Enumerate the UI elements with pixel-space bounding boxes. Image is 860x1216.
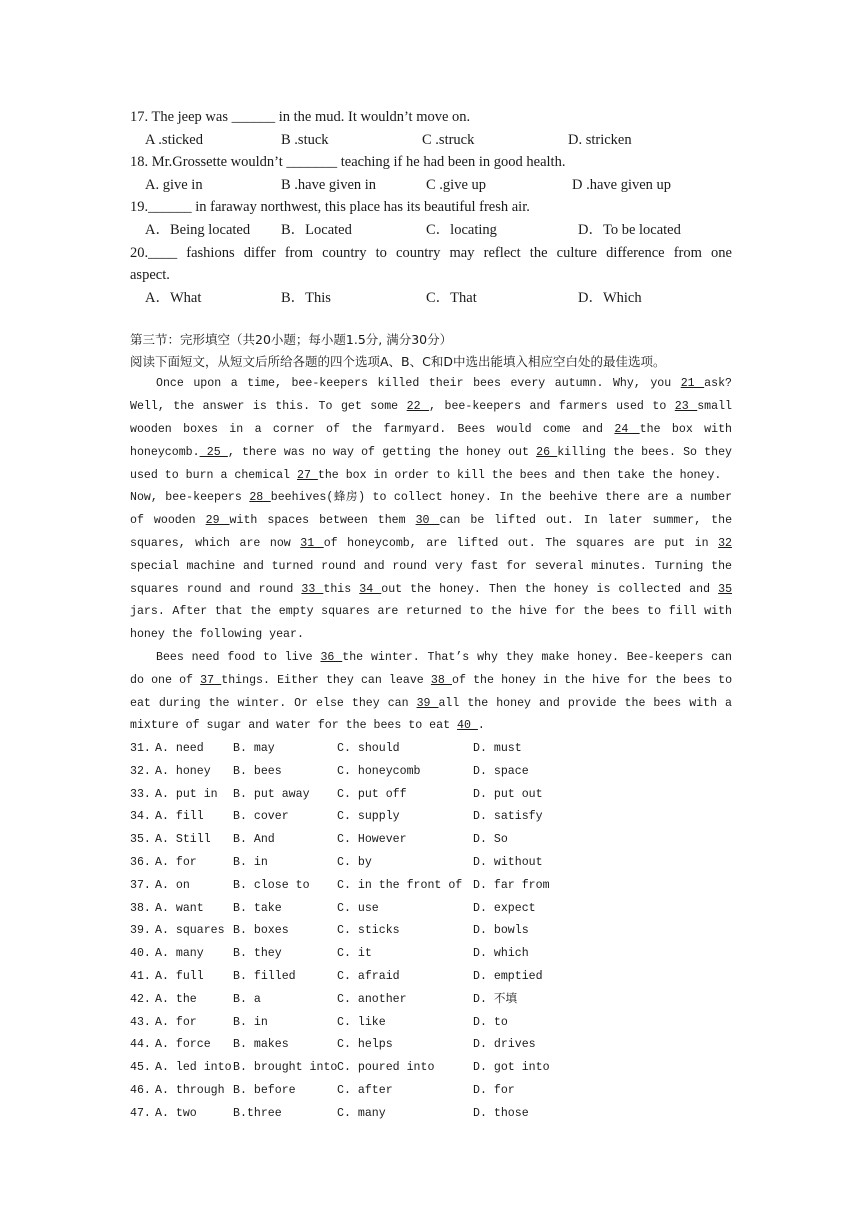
answer-option-d[interactable]: D. emptied xyxy=(473,970,543,984)
answer-row xyxy=(130,738,732,761)
answer-number: 43. xyxy=(130,1015,151,1029)
answer-option-b[interactable]: B. a xyxy=(233,992,261,1006)
option-d[interactable]: D．To be located xyxy=(578,221,681,238)
blank-39[interactable]: 39 xyxy=(416,696,439,710)
answer-option-b[interactable]: B. And xyxy=(233,833,275,847)
question-stem: 19.______ in faraway northwest, this place has its beautiful fresh air. xyxy=(130,199,530,216)
answer-option-c[interactable]: C. many xyxy=(337,1106,386,1120)
question-18-options xyxy=(130,174,732,197)
question-19 xyxy=(130,196,732,219)
answer-option-b[interactable]: B. in xyxy=(233,856,268,870)
question-17-options xyxy=(130,129,732,152)
option-c[interactable]: C .give up xyxy=(426,176,487,193)
answer-option-a[interactable]: A. honey xyxy=(155,764,211,778)
answer-option-b[interactable]: B. cover xyxy=(233,810,289,824)
answer-row xyxy=(130,806,732,829)
answer-row xyxy=(130,966,732,989)
answer-option-a[interactable]: A. through xyxy=(155,1084,225,1098)
answer-option-d[interactable]: D. far from xyxy=(473,878,550,892)
blank-23[interactable]: 23 xyxy=(674,400,698,414)
blank-26[interactable]: 26 xyxy=(536,445,558,459)
blank-40[interactable]: 40 xyxy=(457,719,478,733)
blank-29[interactable]: 29 xyxy=(205,514,230,528)
answer-option-d[interactable]: D. for xyxy=(473,1084,515,1098)
answer-number: 38. xyxy=(130,901,151,915)
option-b[interactable]: B .stuck xyxy=(281,131,329,148)
answer-option-d[interactable]: D. bowls xyxy=(473,924,529,938)
answer-row xyxy=(130,1057,732,1080)
question-stem: 17. The jeep was ______ in the mud. It wouldn’t move on. xyxy=(130,109,471,125)
blank-36[interactable]: 36 xyxy=(320,650,343,664)
answer-option-d[interactable]: D. without xyxy=(473,856,543,870)
answer-number: 33. xyxy=(130,787,151,801)
blank-22[interactable]: 22 xyxy=(406,400,430,414)
answer-option-d[interactable]: D. expect xyxy=(473,901,536,915)
answer-row xyxy=(130,761,732,784)
answer-option-c[interactable]: C. like xyxy=(337,1015,386,1029)
blank-34[interactable]: 34 xyxy=(359,582,382,596)
answer-option-b[interactable]: B.three xyxy=(233,1106,282,1120)
answer-option-c[interactable]: C. by xyxy=(337,856,372,870)
answer-option-a[interactable]: A. full xyxy=(155,970,204,984)
answer-row xyxy=(130,943,732,966)
answer-option-c[interactable]: C. after xyxy=(337,1084,393,1098)
answer-option-c[interactable]: C. poured into xyxy=(337,1061,435,1075)
answer-option-d[interactable]: D. which xyxy=(473,947,529,961)
option-a[interactable]: A．Being located xyxy=(145,221,251,238)
answer-option-b[interactable]: B. they xyxy=(233,947,282,961)
question-20 xyxy=(130,242,732,265)
answer-row xyxy=(130,829,732,852)
answer-row xyxy=(130,1103,732,1126)
answer-option-d[interactable]: D. satisfy xyxy=(473,810,543,824)
answer-option-b[interactable]: B. brought into xyxy=(233,1061,338,1075)
answer-option-c[interactable]: C. put off xyxy=(337,787,407,801)
blank-24[interactable]: 24 xyxy=(614,422,640,436)
question-20-options xyxy=(130,287,732,310)
answer-number: 41. xyxy=(130,970,151,984)
option-a[interactable]: A. give in xyxy=(145,176,203,193)
answer-option-d[interactable]: D. those xyxy=(473,1106,529,1120)
option-b[interactable]: B．Located xyxy=(281,221,352,238)
answer-number: 37. xyxy=(130,878,151,892)
passage-paragraph-2: Now, bee-keepers 28 beehives(蜂房) to collect honey. In the beehive there are a number of wooden 29 with spaces between them 30 can be lifted out. In later summer, the squares, which are now 31 of honeycomb, are lifted out. The squares are put in 32 special machine and turned round and round very fast for several minutes. Turning the squares round and round 33 this 34 out the honey. Then the honey is collected and 35 jars. After that the empty squares are returned to the hive for the bees to fill with honey the following year. xyxy=(130,491,733,642)
answer-option-b[interactable]: B. close to xyxy=(233,878,310,892)
answer-row xyxy=(130,875,732,898)
question-19-options xyxy=(130,219,732,242)
answer-option-a[interactable]: A. force xyxy=(155,1038,211,1052)
option-a[interactable]: A .sticked xyxy=(145,131,203,148)
answer-option-a[interactable]: A. squares xyxy=(155,924,225,938)
answer-option-d[interactable]: D. put out xyxy=(473,787,543,801)
answer-option-b[interactable]: B. in xyxy=(233,1015,268,1029)
option-d[interactable]: D．Which xyxy=(578,289,642,306)
answer-option-c[interactable]: C. afraid xyxy=(337,970,400,984)
answer-option-c[interactable]: C. use xyxy=(337,901,379,915)
answer-option-c[interactable]: C. another xyxy=(337,992,407,1006)
answer-number: 47. xyxy=(130,1106,151,1120)
answer-option-c[interactable]: C. However xyxy=(337,833,407,847)
passage-paragraph-3: Bees need food to live 36 the winter. That’s why they make honey. Bee-keepers can do one of 37 things. Either they can leave 38 of the honey in the hive for the bees to eat during the winter. Or else they can 39 all the honey and provide the bees with a mixture of sugar and water for the bees to eat 40 . xyxy=(130,650,733,733)
answer-option-b[interactable]: B. boxes xyxy=(233,924,289,938)
answer-number: 31. xyxy=(130,742,151,756)
answer-option-c[interactable]: C. in the front of xyxy=(337,878,463,892)
question-20-cont xyxy=(130,264,732,287)
answer-option-a[interactable]: A. fill xyxy=(155,810,204,824)
answer-number: 45. xyxy=(130,1061,151,1075)
answer-option-b[interactable]: B. makes xyxy=(233,1038,289,1052)
option-a[interactable]: A．What xyxy=(145,289,202,306)
blank-37[interactable]: 37 xyxy=(200,673,222,687)
blank-33[interactable]: 33 xyxy=(301,582,324,596)
option-d[interactable]: D. stricken xyxy=(568,131,632,148)
answer-option-b[interactable]: B. put away xyxy=(233,787,310,801)
answer-option-d[interactable]: D. space xyxy=(473,764,529,778)
answer-option-a[interactable]: A. Still xyxy=(155,833,211,847)
answer-option-d[interactable]: D. 不填 xyxy=(473,992,518,1006)
section-heading: 第三节：完形填空（共20小题；每小题1.5分, 满分30分） xyxy=(130,332,453,348)
answer-option-c[interactable]: C. sticks xyxy=(337,924,400,938)
blank-32[interactable]: 32 xyxy=(718,536,732,550)
answer-option-d[interactable]: D. must xyxy=(473,742,522,756)
answer-row xyxy=(130,898,732,921)
answer-options-list xyxy=(130,738,732,1126)
answer-option-a[interactable]: A. need xyxy=(155,742,204,756)
answer-number: 34. xyxy=(130,810,151,824)
blank-31[interactable]: 31 xyxy=(300,536,324,550)
answer-option-b[interactable]: B. bees xyxy=(233,764,282,778)
answer-option-a[interactable]: A. for xyxy=(155,1015,197,1029)
answer-number: 32. xyxy=(130,764,151,778)
answer-row xyxy=(130,989,732,1012)
option-c[interactable]: C．That xyxy=(426,289,477,306)
answer-option-b[interactable]: B. may xyxy=(233,742,275,756)
question-stem-continued: aspect. xyxy=(130,267,170,284)
option-c[interactable]: C．locating xyxy=(426,221,497,238)
option-b[interactable]: B．This xyxy=(281,289,331,306)
answer-number: 46. xyxy=(130,1084,151,1098)
answer-option-c[interactable]: C. it xyxy=(337,947,372,961)
option-b[interactable]: B .have given in xyxy=(281,176,377,193)
answer-option-b[interactable]: B. filled xyxy=(233,970,296,984)
answer-number: 36. xyxy=(130,856,151,870)
section-instruction: 阅读下面短文，从短文后所给各题的四个选项A、B、C和D中选出能填入相应空白处的最佳选项。 xyxy=(130,354,666,370)
blank-30[interactable]: 30 xyxy=(415,514,440,528)
question-stem: 18. Mr.Grossette wouldn’t _______ teaching if he had been in good health. xyxy=(130,154,566,171)
answer-option-a[interactable]: A. for xyxy=(155,856,197,870)
answer-option-c[interactable]: C. supply xyxy=(337,810,400,824)
answer-option-a[interactable]: A. two xyxy=(155,1106,197,1120)
answer-option-a[interactable]: A. many xyxy=(155,947,204,961)
answer-option-b[interactable]: B. take xyxy=(233,901,282,915)
answer-option-d[interactable]: D. drives xyxy=(473,1038,536,1052)
answer-row xyxy=(130,1012,732,1035)
blank-35[interactable]: 35 xyxy=(718,582,733,596)
question-stem: 20.____ fashions differ from country to country may reflect the culture difference from one xyxy=(130,244,732,261)
blank-28[interactable]: 28 xyxy=(249,491,271,505)
answer-row xyxy=(130,1034,732,1057)
answer-number: 39. xyxy=(130,924,151,938)
option-c[interactable]: C .struck xyxy=(422,131,475,148)
answer-option-c[interactable]: C. should xyxy=(337,742,400,756)
answer-row xyxy=(130,852,732,875)
blank-27[interactable]: 27 xyxy=(296,468,318,482)
blank-25[interactable]: 25 xyxy=(199,445,228,459)
exam-page xyxy=(130,106,732,1126)
answer-row xyxy=(130,920,732,943)
answer-option-a[interactable]: A. the xyxy=(155,992,197,1006)
answer-number: 44. xyxy=(130,1038,151,1052)
answer-number: 40. xyxy=(130,947,151,961)
answer-option-a[interactable]: A. on xyxy=(155,878,190,892)
question-18 xyxy=(130,151,732,174)
answer-option-c[interactable]: C. helps xyxy=(337,1038,393,1052)
answer-number: 35. xyxy=(130,833,151,847)
blank-21[interactable]: 21 xyxy=(680,377,705,391)
question-17 xyxy=(130,106,732,129)
answer-option-a[interactable]: A. want xyxy=(155,901,204,915)
answer-number: 42. xyxy=(130,992,151,1006)
answer-option-a[interactable]: A. led into xyxy=(155,1061,232,1075)
answer-option-b[interactable]: B. before xyxy=(233,1084,296,1098)
answer-row xyxy=(130,1080,732,1103)
answer-option-d[interactable]: D. got into xyxy=(473,1061,550,1075)
blank-38[interactable]: 38 xyxy=(430,673,452,687)
answer-option-a[interactable]: A. put in xyxy=(155,787,218,801)
answer-row xyxy=(130,784,732,807)
answer-option-d[interactable]: D. So xyxy=(473,833,508,847)
answer-option-c[interactable]: C. honeycomb xyxy=(337,764,421,778)
option-d[interactable]: D .have given up xyxy=(572,176,672,193)
answer-option-d[interactable]: D. to xyxy=(473,1015,508,1029)
passage-paragraph-1: Once upon a time, bee-keepers killed their bees every autumn. Why, you 21 ask? Well, the answer is this. To get some 22 , bee-keepers and farmers used to 23 small wooden boxes in a corner of the farmyard. Bees would come and 24 the box with honeycomb. 25 , there was no way of getting the honey out 26 killing the bees. So they used to burn a chemical 27 the box in order to kill the bees and then take the honey. xyxy=(130,377,733,482)
